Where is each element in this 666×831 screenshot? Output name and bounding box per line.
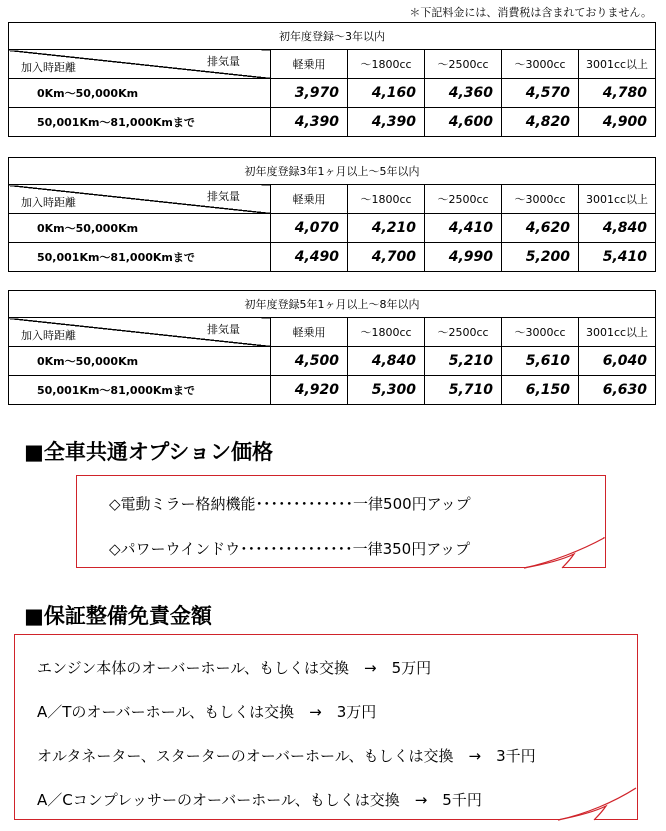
options-section-title: ■全車共通オプション価格	[24, 440, 273, 464]
mileage-label: 加入時距離	[21, 196, 76, 209]
price-cell: 4,600	[425, 108, 502, 137]
price-cell: 5,610	[502, 347, 579, 376]
price-cell: 4,620	[502, 214, 579, 243]
row-label: 50,001Km～81,000Kmまで	[9, 243, 271, 272]
column-header: 軽乗用	[271, 50, 348, 79]
table-row	[9, 108, 656, 137]
table-caption: 初年度登録～3年以内	[9, 23, 656, 50]
column-header: 軽乗用	[271, 185, 348, 214]
column-header: 3001cc以上	[579, 50, 656, 79]
price-cell: 5,710	[425, 376, 502, 405]
price-cell: 4,840	[579, 214, 656, 243]
price-cell: 6,150	[502, 376, 579, 405]
column-header: ～2500cc	[425, 185, 502, 214]
table-corner-header	[9, 50, 271, 79]
price-cell: 4,990	[425, 243, 502, 272]
price-cell: 4,900	[579, 108, 656, 137]
price-cell: 4,500	[271, 347, 348, 376]
column-header: ～1800cc	[348, 185, 425, 214]
price-table-2	[8, 157, 656, 272]
price-table-3	[8, 290, 656, 405]
callout-dogear	[556, 786, 638, 822]
price-cell: 4,840	[348, 347, 425, 376]
callout-dogear	[522, 536, 606, 570]
displacement-label: 排気量	[207, 190, 240, 203]
column-header: ～2500cc	[425, 50, 502, 79]
option-item: ◇電動ミラー格納機能･････････････一律500円アップ	[109, 495, 471, 513]
price-table-1	[8, 22, 656, 137]
price-cell: 4,210	[348, 214, 425, 243]
price-cell: 5,210	[425, 347, 502, 376]
row-label: 0Km～50,000Km	[9, 214, 271, 243]
row-label: 0Km～50,000Km	[9, 79, 271, 108]
price-cell: 4,390	[271, 108, 348, 137]
price-cell: 4,410	[425, 214, 502, 243]
row-label: 50,001Km～81,000Kmまで	[9, 108, 271, 137]
warranty-item: オルタネーター、スターターのオーバーホール、もしくは交換 → 3千円	[37, 747, 536, 765]
price-cell: 6,630	[579, 376, 656, 405]
table-corner-header	[9, 318, 271, 347]
table-caption: 初年度登録5年1ヶ月以上～8年以内	[9, 291, 656, 318]
price-cell: 3,970	[271, 79, 348, 108]
column-header: ～1800cc	[348, 318, 425, 347]
option-item: ◇パワーウインドウ･･･････････････一律350円アップ	[109, 540, 471, 558]
price-cell: 4,700	[348, 243, 425, 272]
price-cell: 4,570	[502, 79, 579, 108]
price-cell: 5,300	[348, 376, 425, 405]
row-label: 50,001Km～81,000Kmまで	[9, 376, 271, 405]
table-row	[9, 79, 656, 108]
table-row	[9, 376, 656, 405]
table-row	[9, 214, 656, 243]
column-header: ～3000cc	[502, 318, 579, 347]
column-header: 3001cc以上	[579, 318, 656, 347]
price-cell: 5,200	[502, 243, 579, 272]
displacement-label: 排気量	[207, 55, 240, 68]
table-row	[9, 243, 656, 272]
table-caption: 初年度登録3年1ヶ月以上～5年以内	[9, 158, 656, 185]
warranty-section-title: ■保証整備免責金額	[24, 604, 212, 628]
column-header: ～3000cc	[502, 185, 579, 214]
column-header: ～1800cc	[348, 50, 425, 79]
displacement-label: 排気量	[207, 323, 240, 336]
mileage-label: 加入時距離	[21, 61, 76, 74]
mileage-label: 加入時距離	[21, 329, 76, 342]
price-cell: 4,820	[502, 108, 579, 137]
price-cell: 4,070	[271, 214, 348, 243]
tax-note: ＊下記料金には、消費税は含まれておりません。	[409, 6, 652, 19]
price-cell: 6,040	[579, 347, 656, 376]
price-cell: 4,160	[348, 79, 425, 108]
warranty-item: エンジン本体のオーバーホール、もしくは交換 → 5万円	[37, 659, 432, 677]
price-cell: 4,360	[425, 79, 502, 108]
table-corner-header	[9, 185, 271, 214]
column-header: 軽乗用	[271, 318, 348, 347]
table-row	[9, 347, 656, 376]
warranty-callout	[14, 634, 638, 820]
column-header: 3001cc以上	[579, 185, 656, 214]
warranty-item: A／Tのオーバーホール、もしくは交換 → 3万円	[37, 703, 377, 721]
price-cell: 4,490	[271, 243, 348, 272]
row-label: 0Km～50,000Km	[9, 347, 271, 376]
column-header: ～3000cc	[502, 50, 579, 79]
price-cell: 4,920	[271, 376, 348, 405]
price-cell: 4,390	[348, 108, 425, 137]
warranty-item: A／Cコンプレッサーのオーバーホール、もしくは交換 → 5千円	[37, 791, 482, 809]
price-cell: 5,410	[579, 243, 656, 272]
price-cell: 4,780	[579, 79, 656, 108]
column-header: ～2500cc	[425, 318, 502, 347]
